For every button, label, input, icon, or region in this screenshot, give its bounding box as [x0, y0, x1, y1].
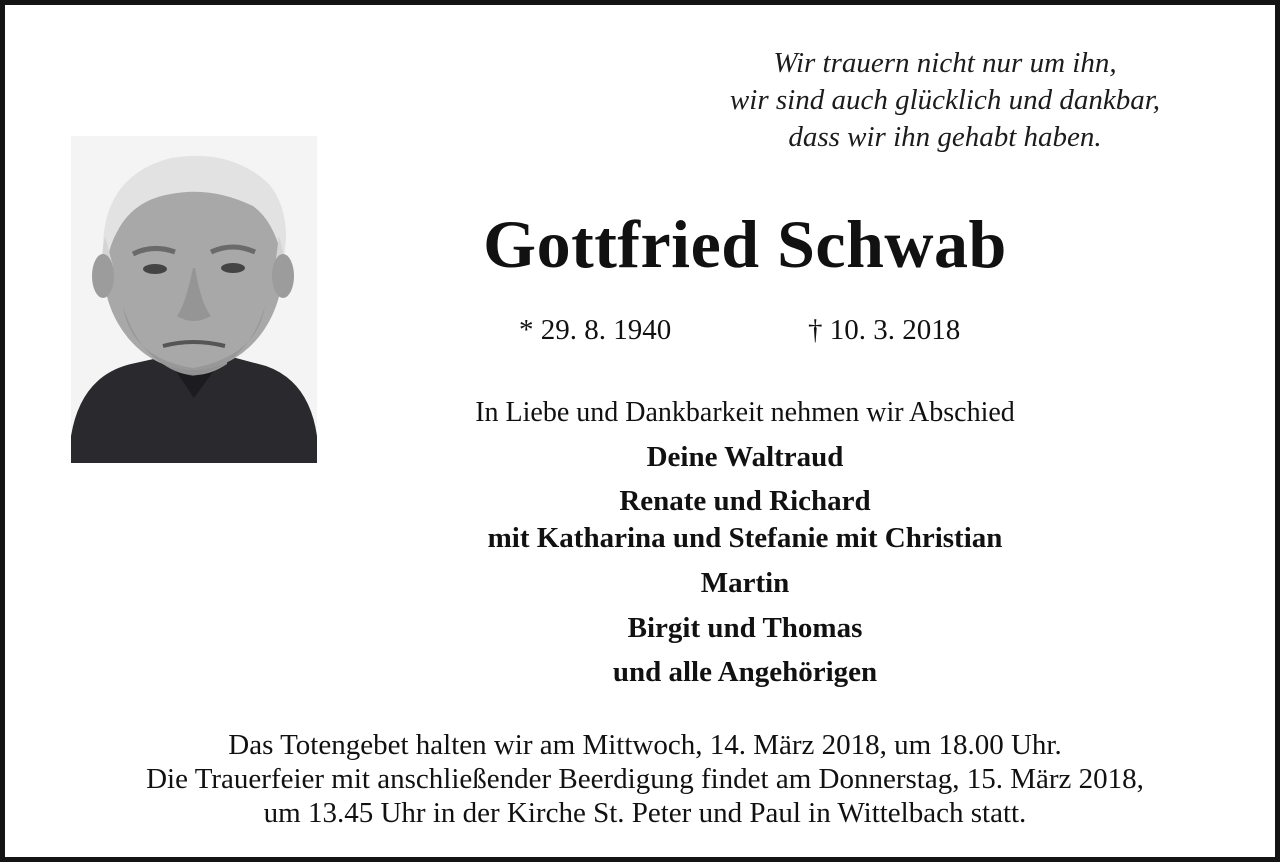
birth-date: * 29. 8. 1940: [519, 314, 672, 346]
quote-line: Wir trauern nicht nur um ihn,: [773, 47, 1117, 79]
details-line: um 13.45 Uhr in der Kirche St. Peter und Paul in Wittelbach statt.: [263, 797, 1027, 829]
details-line: Das Totengebet halten wir am Mittwoch, 14. März 2018, um 18.00 Uhr.: [228, 729, 1062, 761]
mourner-line: Renate und Richard: [619, 485, 871, 517]
service-details: [25, 728, 1265, 830]
portrait-photo: [71, 136, 317, 463]
death-date: † 10. 3. 2018: [808, 314, 961, 346]
mourner-line: und alle Angehörigen: [612, 656, 878, 688]
quote-line: dass wir ihn gehabt haben.: [788, 121, 1102, 153]
mourner-line: mit Katharina und Stefanie mit Christian: [487, 522, 1003, 554]
deceased-name: Gottfried Schwab: [483, 206, 1007, 282]
memorial-quote: [665, 45, 1225, 156]
details-line: Die Trauerfeier mit anschließender Beerdigung findet am Donnerstag, 15. März 2018,: [146, 763, 1144, 795]
mourner-line: Deine Waltraud: [646, 441, 844, 473]
mourner-line: Birgit und Thomas: [627, 612, 863, 644]
farewell-line: In Liebe und Dankbarkeit nehmen wir Abschied: [475, 397, 1015, 428]
mourner-line: Martin: [700, 567, 790, 599]
quote-line: wir sind auch glücklich und dankbar,: [729, 84, 1161, 116]
